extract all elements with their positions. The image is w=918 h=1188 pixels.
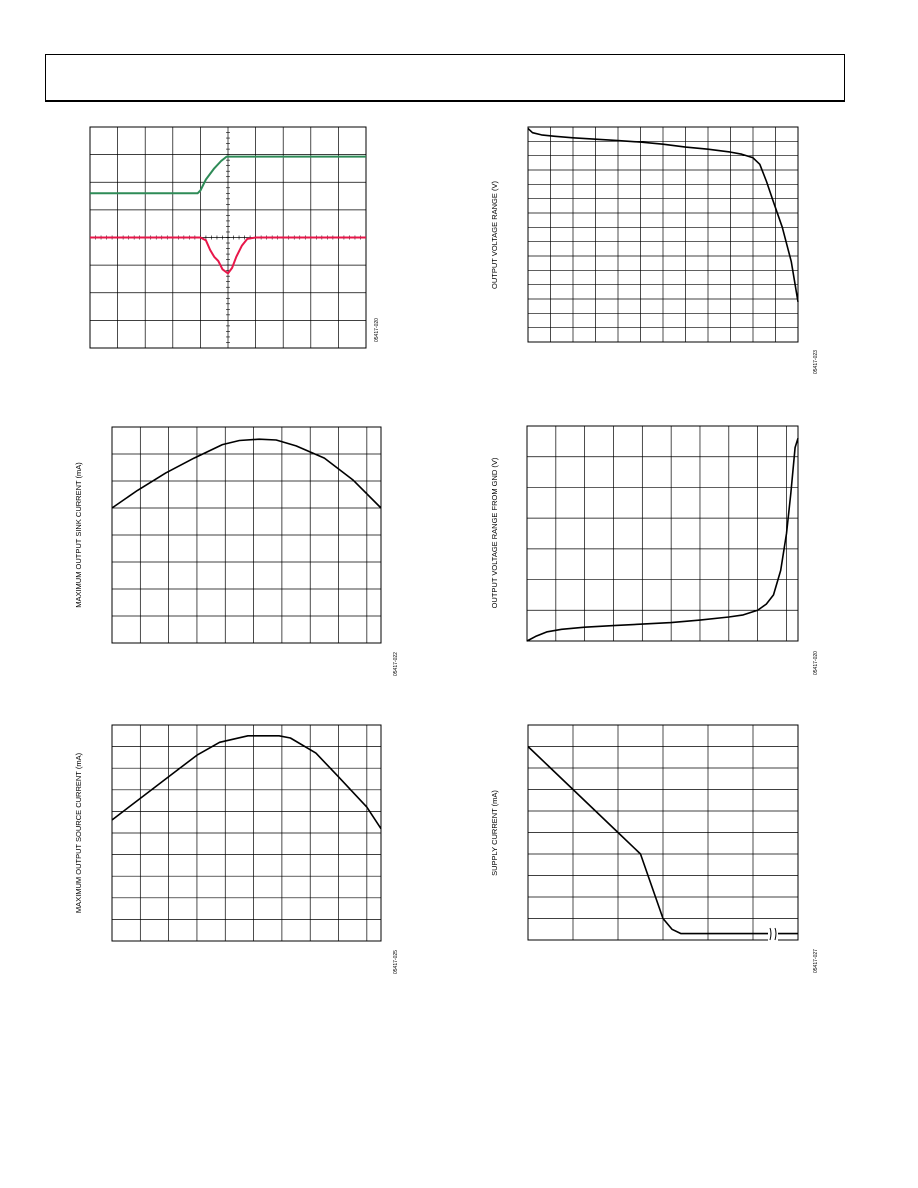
chart-6-grid — [528, 725, 798, 940]
chart-6-figure-id: 05417-027 — [813, 949, 819, 973]
chart-3-y-axis-label: MAXIMUM OUTPUT SINK CURRENT (mA) — [74, 462, 83, 608]
page-header-box — [45, 54, 845, 102]
chart-5-y-axis-label: MAXIMUM OUTPUT SOURCE CURRENT (mA) — [74, 752, 83, 914]
chart-3-series-1-line — [112, 439, 381, 508]
chart-2-y-axis-label: OUTPUT VOLTAGE RANGE (V) — [490, 181, 499, 289]
chart-4-y-axis-label: OUTPUT VOLTAGE RANGE FROM GND (V) — [490, 457, 499, 609]
chart-4 — [480, 420, 820, 682]
chart-2-grid — [528, 127, 798, 342]
chart-5-series-group — [112, 736, 381, 829]
chart-4-grid — [527, 426, 798, 641]
chart-6-axis-break-icon — [768, 927, 778, 941]
chart-5-grid — [112, 725, 381, 941]
chart-2-figure-id: 05417-023 — [813, 350, 819, 374]
chart-5 — [70, 718, 400, 980]
chart-1-figure-id: 05417-020 — [374, 318, 380, 342]
chart-5-series-1-line — [112, 736, 381, 829]
chart-1 — [80, 120, 390, 370]
chart-3-series-group — [112, 439, 381, 508]
chart-3 — [70, 420, 400, 682]
chart-4-figure-id: 05417-020 — [813, 651, 819, 675]
chart-3-figure-id: 05417-022 — [393, 652, 399, 676]
chart-3-grid — [112, 427, 381, 643]
chart-2 — [480, 120, 820, 380]
chart-6 — [480, 718, 820, 980]
chart-6-y-axis-label: SUPPLY CURRENT (mA) — [490, 790, 499, 876]
chart-5-figure-id: 05417-025 — [393, 950, 399, 974]
